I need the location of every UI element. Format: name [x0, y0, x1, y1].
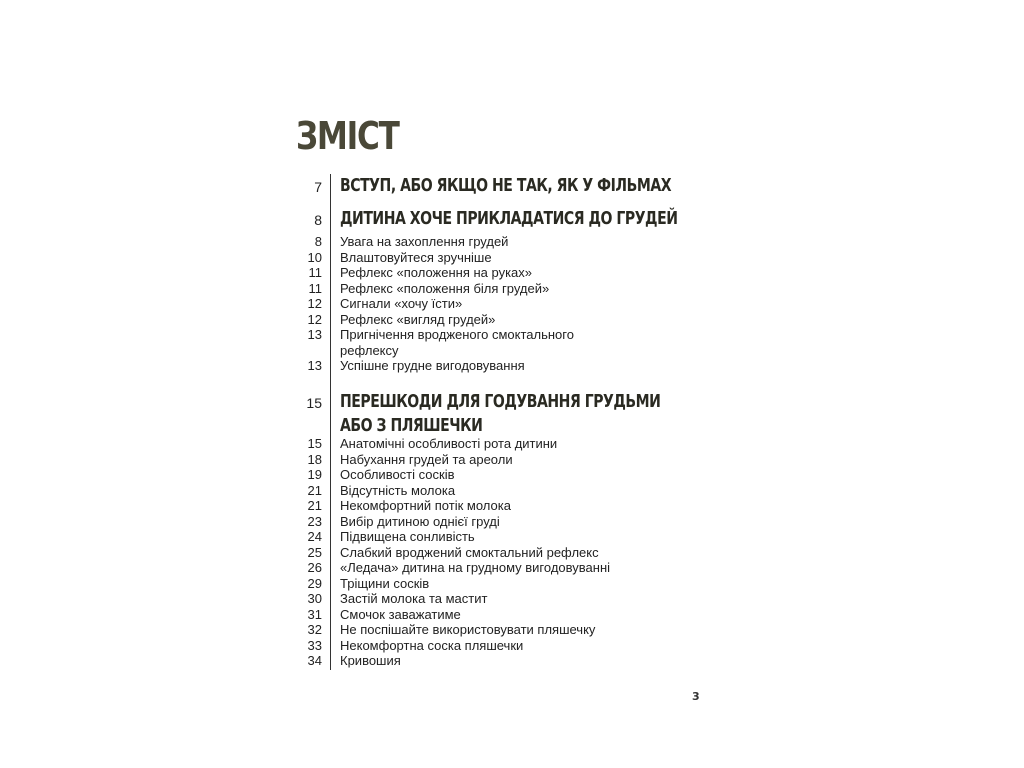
toc-page-number: 8	[314, 234, 322, 249]
toc-entry-text: Некомфортний потік молока	[340, 498, 511, 513]
toc-entry	[0, 591, 1024, 607]
toc-entry-text: Кривошия	[340, 653, 401, 668]
toc-page-number: 15	[307, 436, 322, 451]
toc-entry	[0, 250, 1024, 266]
toc-page-number: 8	[314, 212, 322, 228]
toc-entry-text: Застій молока та мастит	[340, 591, 488, 606]
toc-entry	[0, 638, 1024, 654]
toc-entry-text: ПЕРЕШКОДИ ДЛЯ ГОДУВАННЯ ГРУДЬМИ	[340, 391, 661, 412]
toc-entry	[0, 358, 1024, 374]
toc-heading	[0, 415, 1024, 436]
toc-entry-text: Вибір дитиною однієї груді	[340, 514, 500, 529]
toc-entry-text: Пригнічення вродженого смоктального	[340, 327, 574, 342]
toc-page-number: 19	[307, 467, 322, 482]
toc-entry-text: Смочок заважатиме	[340, 607, 461, 622]
toc-entry-text: АБО З ПЛЯШЕЧКИ	[340, 415, 483, 436]
toc-page-number: 31	[307, 607, 322, 622]
toc-entry	[0, 529, 1024, 545]
toc-entry-text: Не поспішайте використовувати пляшечку	[340, 622, 596, 637]
toc-page-number: 21	[307, 498, 322, 513]
toc-entry-text: Рефлекс «положення на руках»	[340, 265, 533, 280]
toc-entry-text: Особливості сосків	[340, 467, 455, 482]
toc-entry-text: Рефлекс «положення біля грудей»	[340, 281, 550, 296]
toc-entry	[0, 296, 1024, 312]
toc-page-number: 21	[307, 483, 322, 498]
toc-entry-text: ДИТИНА ХОЧЕ ПРИКЛАДАТИСЯ ДО ГРУДЕЙ	[340, 208, 678, 229]
toc-entry-text: Некомфортна соска пляшечки	[340, 638, 524, 653]
toc-page-number: 11	[308, 281, 322, 296]
toc-entry-text: Підвищена сонливість	[340, 529, 475, 544]
toc-page-number: 7	[314, 179, 322, 195]
toc-entry-text: Відсутність молока	[340, 483, 456, 498]
toc-page-number: 33	[307, 638, 322, 653]
toc-page-number: 15	[306, 395, 322, 411]
toc-page-number: 18	[307, 452, 322, 467]
toc-heading	[0, 208, 1024, 229]
toc-entry	[0, 607, 1024, 623]
toc-page-number: 32	[307, 622, 322, 637]
toc-entry	[0, 452, 1024, 468]
toc-page-number: 12	[307, 296, 322, 311]
toc-entry	[0, 560, 1024, 576]
toc-entry	[0, 234, 1024, 250]
toc-entry-text: Рефлекс «вигляд грудей»	[340, 312, 496, 327]
toc-entry	[0, 514, 1024, 530]
toc-entry-text: Анатомічні особливості рота дитини	[340, 436, 558, 451]
toc-entry	[0, 653, 1024, 669]
toc-heading	[0, 391, 1024, 412]
toc-entry-text: Сигнали «хочу їсти»	[340, 296, 463, 311]
toc-entry-text: ВСТУП, АБО ЯКЩО НЕ ТАК, ЯК У ФІЛЬМАХ	[340, 175, 672, 196]
toc-page-number: 34	[307, 653, 322, 668]
toc-page-number: 10	[307, 250, 322, 265]
toc-entry	[0, 498, 1024, 514]
page-number: 3	[692, 690, 700, 703]
toc-entry-text: Успішне грудне вигодовування	[340, 358, 525, 373]
toc-page-number: 24	[307, 529, 322, 544]
toc-page-number: 25	[307, 545, 322, 560]
toc-entry-text: рефлексу	[340, 343, 399, 358]
toc-page-number: 11	[308, 265, 322, 280]
toc-page-number: 12	[307, 312, 322, 327]
toc-page-number: 29	[307, 576, 322, 591]
toc-entry	[0, 622, 1024, 638]
toc-entry	[0, 281, 1024, 297]
toc-entry	[0, 483, 1024, 499]
toc-entry	[0, 343, 1024, 359]
toc-page-number: 30	[307, 591, 322, 606]
toc-entry	[0, 436, 1024, 452]
toc-page-number: 26	[307, 560, 322, 575]
toc-page-number: 23	[307, 514, 322, 529]
toc-entry-text: Влаштовуйтеся зручніше	[340, 250, 492, 265]
toc-entry	[0, 545, 1024, 561]
toc-entry	[0, 312, 1024, 328]
toc-heading	[0, 175, 1024, 196]
toc-page-number: 13	[307, 358, 322, 373]
page-title: ЗМІСТ	[296, 114, 399, 158]
toc-entry-text: Тріщини сосків	[340, 576, 430, 591]
toc-entry	[0, 265, 1024, 281]
toc-entry-text: Слабкий вроджений смоктальний рефлекс	[340, 545, 599, 560]
toc-entry	[0, 576, 1024, 592]
toc-page-number: 13	[307, 327, 322, 342]
toc-entry-text: Увага на захоплення грудей	[340, 234, 509, 249]
toc-entry-text: Набухання грудей та ареоли	[340, 452, 513, 467]
toc-entry-text: «Ледача» дитина на грудному вигодовуванні	[340, 560, 611, 575]
toc-entry	[0, 467, 1024, 483]
toc-entry	[0, 327, 1024, 343]
